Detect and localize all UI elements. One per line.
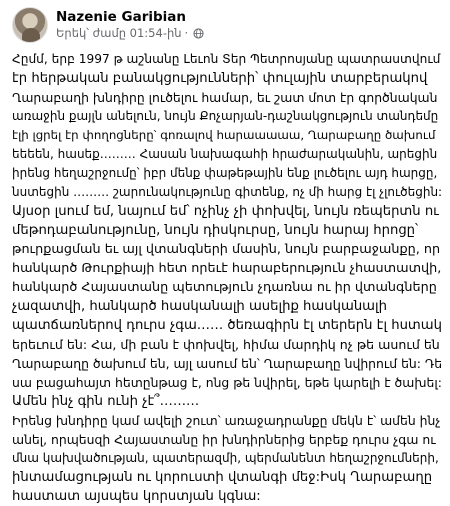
post-text-line: սա բացահայտ հետընթաց է, ոնց թե նվիրել, եթե կարելի է ծախել:: [12, 375, 442, 390]
post-timestamp[interactable]: Երեկ՝ ժամը 01:54-ին: [56, 26, 182, 40]
post-text-line: իրենց հեղաշրջումը՝ իբր մենք փաթեթային ենք լուծելու այդ հարցը,: [12, 166, 438, 180]
post-text-line: հանկարծ Հայաստանը պետություն չդառնա ու իր վտանգները: [12, 280, 437, 295]
post-text-line: Ամեն ինչ գին ունի չէ՞………: [12, 394, 200, 409]
author-name[interactable]: Nazenie Garibian: [56, 9, 187, 25]
post-text-line: Ղարաբաղի խնդիրը լուծելու համար, եւ շատ մոտ էր գործնական: [12, 90, 438, 105]
post-text-line: թուրքացման եւ այլ վտանգների մասին, նույն բարբաջանքը, որ: [12, 242, 441, 257]
post-text-line: Հըմմ, երբ 1997 թ աշնանը Լեւոն Տեր Պետրոսյանը պատրաստվում: [12, 52, 441, 66]
post-meta: [56, 9, 204, 41]
post-text-line: մեթոդաբանությունը, նույն դիսկուրսը, նույն հարայ հրոցը՝: [12, 223, 419, 238]
post-body: [12, 50, 442, 506]
post-text-line: էլի լցրել էր փողոցները՝ գոռալով հարաաաաա, Ղարաբաղը ծախում: [12, 128, 436, 142]
post-text-line: եեեեն, հասեք……… Հասան նախագահի հրաժարականին, արեցին: [12, 147, 438, 161]
separator-dot: ·: [184, 26, 189, 40]
post-text-line: հանկարծ Թուրքիայի հետ որեւէ հարաբերություն չհաստատվի,: [12, 261, 442, 276]
author-avatar[interactable]: [12, 7, 48, 43]
post-text-line: էր հերթական բանակցությունների՝ փուլային տարբերակով: [12, 71, 428, 86]
post-text-line: առաջին քայլն անելուն, նույն Քոչարյան-դաշնակցություն տանդեմը: [12, 109, 439, 123]
post-text-line: երեւում են: Հա, մի բան է փոխվել, հիմա մարդիկ ոչ թե ասում են: [12, 337, 440, 352]
post-text-line: Իրենց խնդիրը կամ ավելի շուտ՝ առաջադրանքը մեկն է՝ ամեն ինչ: [12, 413, 441, 428]
post-text-line: չազատվի, հանկարծ հասկանալի ասելիք հասկանալի: [12, 299, 387, 314]
post-text-line: հաստատ այսպես կորստյան կգնա:: [12, 489, 261, 504]
post-text-line: պատճառներով դուրս չգա…… ծեռագիրն էլ տերերն էլ հստակ: [12, 318, 442, 333]
post-time-row: [56, 26, 204, 41]
globe-icon: [193, 28, 204, 39]
post-text-line: անել, որպեսզի Հայաստանը իր խնդիրներից երբեք դուրս չգա ու: [12, 432, 436, 447]
post-text-line: ինտամացության ու կորուստի վտանգի մեջ:Իսկ Ղարաբաղը: [12, 470, 433, 485]
post-text-line: նստեցին ……… շարունակությունը գիտենք, ոչ մի հարց էլ չլուծեցին:: [12, 185, 443, 199]
post-text-line: Ղարաբաղը ծախում են, այլ ասում են՝ Ղարաբաղը նվիրում են: Դե: [12, 356, 443, 371]
post-header: [12, 6, 204, 44]
post-text-line: Այսօր լսում եմ, նայում եմ՝ ոչինչ չի փոխվել, նույն ռեպերտն ու: [12, 204, 439, 219]
post-text-line: մնա կախվածության, պատերազմի, պերմանենտ հեղաշրջումների,: [12, 451, 439, 465]
